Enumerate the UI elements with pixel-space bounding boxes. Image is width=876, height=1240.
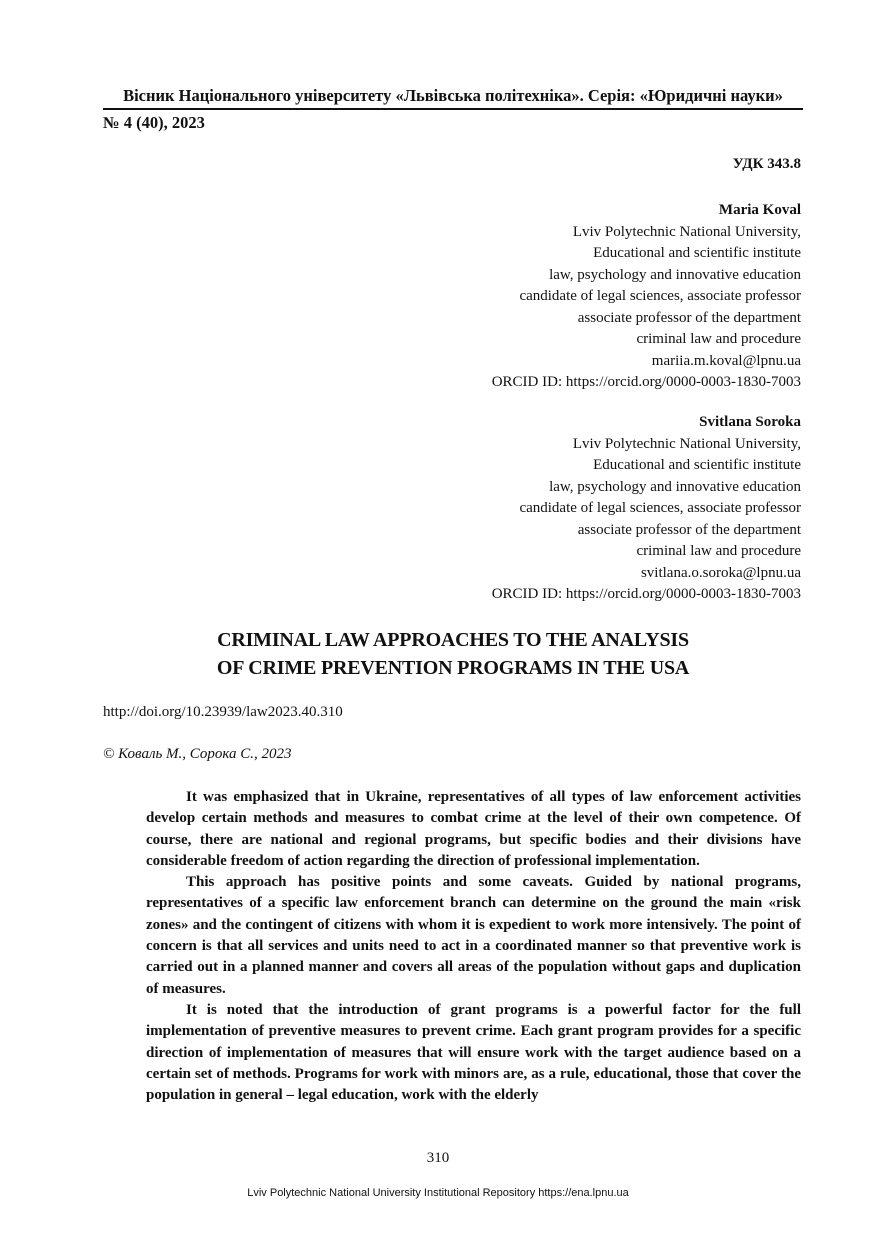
issue-number: № 4 (40), 2023 xyxy=(103,113,205,132)
author-affiliation: law, psychology and innovative education xyxy=(549,478,801,495)
udc-code: УДК 343.8 xyxy=(732,156,801,172)
abstract-paragraph: It is noted that the introduction of grant programs is a powerful factor for the full implementation of preventive measures to prevent crime. Each grant program provides for a specific direction of implementation of measures that will ensure work with the target audience based on a certain set of methods. Programs for work with minors are, as a rule, educational, those that cover the population in general – legal education, work with the elderly xyxy=(146,1001,801,1104)
author-department: criminal law and procedure xyxy=(636,543,801,559)
paper-title xyxy=(103,626,803,682)
author-email[interactable]: mariia.m.koval@lpnu.ua xyxy=(651,352,801,369)
doi-link[interactable]: http://doi.org/10.23939/law2023.40.310 xyxy=(103,704,343,720)
journal-header: Вісник Національного університету «Львівська політехніка». Серія: «Юридичні науки» xyxy=(123,86,783,105)
author-affiliation: Lviv Polytechnic National University, xyxy=(572,223,801,240)
author-affiliation: Educational and scientific institute xyxy=(593,457,801,473)
copyright: © Коваль М., Сорока С., 2023 xyxy=(103,746,292,762)
author-affiliation: law, psychology and innovative education xyxy=(549,266,801,283)
author-block-soroka xyxy=(492,412,801,606)
author-block-koval xyxy=(492,200,801,394)
abstract xyxy=(146,787,801,1106)
title-line: OF CRIME PREVENTION PROGRAMS IN THE USA xyxy=(216,657,690,679)
repository-footer: Lviv Polytechnic National University Institutional Repository https://ena.lpnu.ua xyxy=(247,1187,629,1199)
author-position: associate professor of the department xyxy=(577,309,801,326)
author-degree: candidate of legal sciences, associate professor xyxy=(519,500,801,516)
author-affiliation: Lviv Polytechnic National University, xyxy=(572,435,801,452)
author-name: Maria Koval xyxy=(718,202,801,218)
header-divider xyxy=(103,108,803,110)
title-line: CRIMINAL LAW APPROACHES TO THE ANALYSIS xyxy=(217,629,689,651)
author-degree: candidate of legal sciences, associate professor xyxy=(519,288,801,304)
author-affiliation: Educational and scientific institute xyxy=(593,245,801,261)
author-name: Svitlana Soroka xyxy=(699,414,801,430)
page-number: 310 xyxy=(426,1150,450,1166)
author-email[interactable]: svitlana.o.soroka@lpnu.ua xyxy=(640,564,801,581)
author-orcid[interactable]: ORCID ID: https://orcid.org/0000-0003-1830-7003 xyxy=(491,586,801,602)
author-orcid[interactable]: ORCID ID: https://orcid.org/0000-0003-1830-7003 xyxy=(491,374,801,390)
author-position: associate professor of the department xyxy=(577,521,801,538)
author-department: criminal law and procedure xyxy=(636,331,801,347)
abstract-paragraph: It was emphasized that in Ukraine, representatives of all types of law enforcement activities develop certain methods and measures to combat crime at the level of their own competence. Of course, there are national and regional programs, but specific bodies and their divisions have considerable freedom of action regarding the direction of professional implementation. xyxy=(146,789,801,869)
abstract-paragraph: This approach has positive points and some caveats. Guided by national programs, representatives of a specific law enforcement branch can determine on the ground the main «risk zones» and the contingent of citizens with whom it is expedient to work more intensively. The point of concern is that all services and units need to act in a coordinated manner so that preventive work is carried out in a planned manner and covers all areas of the population without gaps and duplication of measures. xyxy=(146,874,801,997)
